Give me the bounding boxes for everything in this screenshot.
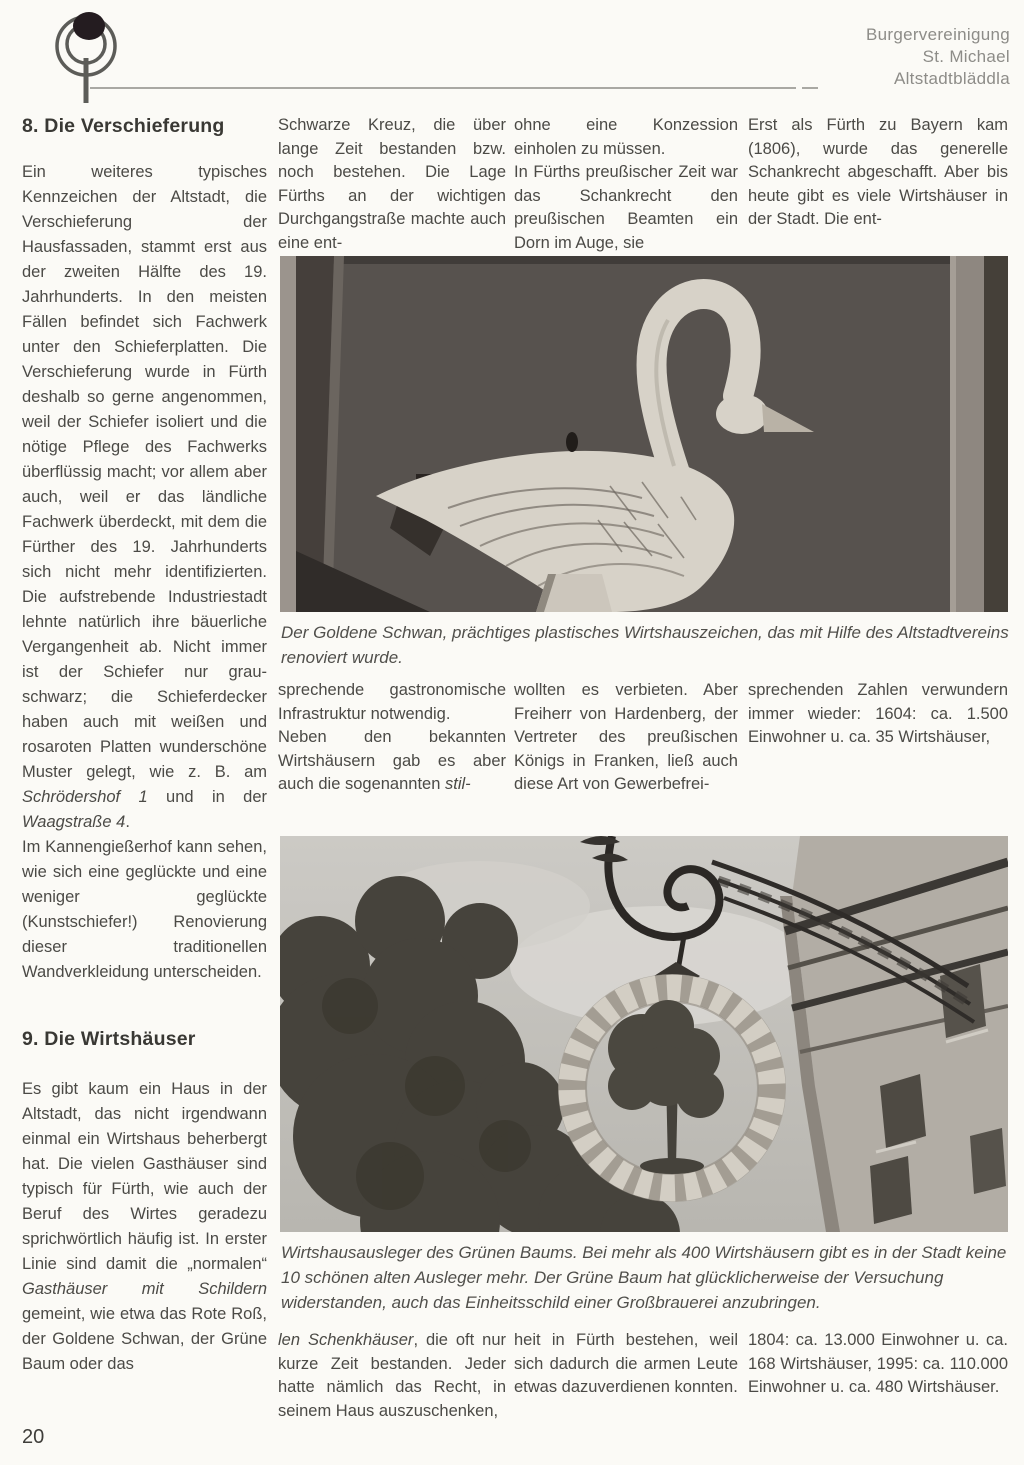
org-line-3: Altstadtbläddla: [893, 69, 1010, 88]
bottom-row-column-4: [748, 1329, 1008, 1400]
text-run: Ein weiteres typisches Kennzeichen der Altstadt, die Verschieferung der Hausfassaden, stammt erst aus der zweiten Hälfte des 19. Jahrhunderts. In den meisten Fällen befindet sich Fachwerk unter den Schieferplatten. Die Verschieferung wurde in Fürth deshalb so gerne angenommen, weil der Schiefer isoliert und die nötige Pflege des Fachwerks überflüssig macht; vor allem aber auch, weil er das ländliche Fachwerk überdeckt, mit dem die Fürther des 19. Jahrhunderts sich nicht mehr identifizierten. Die aufstrebende Industriestadt lehnte natürlich ihre bäuerliche Vergangenheit ab. Nicht immer ist der Schiefer nur grau-schwarz; die Schieferdecker haben auch mit weißen und rosaroten Platten wunderschöne Muster gelegt, wie z. B. am: [22, 163, 267, 781]
org-line-2: St. Michael: [922, 47, 1010, 66]
header-rule-dash: [802, 87, 818, 89]
italic-run-waagstrasse: Waagstraße 4: [22, 813, 126, 831]
italic-run-stil: stil-: [444, 775, 471, 793]
photo2-caption: Wirtshausausleger des Grünen Baums. Bei mehr als 400 Wirtshäusern gibt es in der Stadt keine 10 schönen alten Ausleger mehr. Der Grüne Baum hat glücklicherweise der Versuchung widerstanden, auch das Einheitsschild einer Großbrauerei anzubringen.: [281, 1243, 1007, 1312]
buergervereinigung-logo-icon: [44, 8, 128, 104]
paragraph: Erst als Fürth zu Bayern kam (1806), wurde das generelle Schankrecht abgeschafft. Aber bis heute gibt es viele Wirtshäuser in der Stadt. Die ent-: [748, 116, 1008, 228]
middle-row-column-3: [514, 679, 738, 797]
top-row-column-3: [514, 114, 738, 255]
header-rule: [90, 87, 796, 89]
section-9-heading: 9. Die Wirtshäuser: [22, 1028, 196, 1050]
column-1: [22, 114, 267, 1377]
paragraph: wollten es verbieten. Aber Freiherr von Hardenberg, der Vertreter des preußischen Königs in Franken, ließ auch diese Art von Gewerbefrei-: [514, 681, 738, 793]
italic-run-schroedershof: Schrödershof 1: [22, 788, 148, 806]
top-row-column-2: [278, 114, 506, 255]
gruener-baum-ausleger-photo: [280, 836, 1008, 1232]
section-9-paragraph-1: [22, 1077, 267, 1377]
text-run: gemeint, wie etwa das Rote Roß, der Goldene Schwan, der Grüne Baum oder das: [22, 1305, 267, 1373]
text-run: Es gibt kaum ein Haus in der Altstadt, das nicht irgendwann einmal ein Wirtshaus beherbergt hat. Die vielen Gasthäuser sind typisch für Fürth, wie auch der Beruf des Wirtes geradezu sprichwörtlich häufig ist. In erster Linie sind damit die „normalen“: [22, 1080, 267, 1273]
paragraph: ohne eine Konzession einholen zu müssen.: [514, 116, 738, 158]
top-row-column-4: [748, 114, 1008, 232]
section-8-paragraph-1: [22, 160, 267, 835]
paragraph: Schwarze Kreuz, die über lange Zeit bestanden bzw. noch bestehen. Die Lage Fürths an der wichtigen Durchgangstraße machte auch eine ent-: [278, 116, 506, 252]
text-run: Neben den bekannten Wirtshäusern gab es aber auch die sogenannten: [278, 728, 506, 793]
page-number: 20: [22, 1426, 45, 1448]
paragraph: [278, 726, 506, 797]
paragraph: [278, 1329, 506, 1423]
section-8-paragraph-2: Im Kannengießerhof kann sehen, wie sich eine geglückte und eine weniger geglückte (Kunstschiefer!) Renovierung dieser traditionellen Wandverkleidung unterscheiden.: [22, 838, 267, 981]
paragraph: In Fürths preußischer Zeit war das Schankrecht den preußischen Beamten ein Dorn im Auge, sie: [514, 163, 738, 252]
text-run: , die oft nur kurze Zeit bestanden. Jeder hatte nämlich das Recht, in seinem Haus auszuschenken,: [278, 1331, 506, 1420]
italic-run-gasthaeuser: Gasthäuser mit Schildern: [22, 1280, 267, 1298]
text-run: und in der: [147, 788, 267, 806]
italic-run-schenkhaeuser: len Schenkhäuser: [278, 1331, 414, 1349]
paragraph: 1804: ca. 13.000 Einwohner u. ca. 168 Wirtshäuser, 1995: ca. 110.000 Einwohner u. ca. 480 Wirtshäuser.: [748, 1331, 1008, 1396]
paragraph: sprechenden Zahlen verwundern immer wieder: 1604: ca. 1.500 Einwohner u. ca. 35 Wirtshäuser,: [748, 681, 1008, 746]
middle-row-column-4: [748, 679, 1008, 750]
text-run: .: [125, 813, 130, 831]
section-8-heading: 8. Die Verschieferung: [22, 115, 225, 137]
bottom-row-column-3: [514, 1329, 738, 1400]
middle-row-column-2: [278, 679, 506, 797]
organization-title: [866, 24, 1010, 90]
photo1-caption: Der Goldene Schwan, prächtiges plastisches Wirtshauszeichen, das mit Hilfe des Altstadtvereins renoviert wurde.: [281, 623, 1009, 667]
paragraph: sprechende gastronomische Infrastruktur notwendig.: [278, 681, 506, 723]
goldener-schwan-photo: [280, 256, 1008, 612]
bottom-row-column-2: [278, 1329, 506, 1423]
org-line-1: Burgervereinigung: [865, 25, 1010, 44]
paragraph: heit in Fürth bestehen, weil sich dadurch die armen Leute etwas dazuverdienen konnten.: [514, 1331, 738, 1396]
